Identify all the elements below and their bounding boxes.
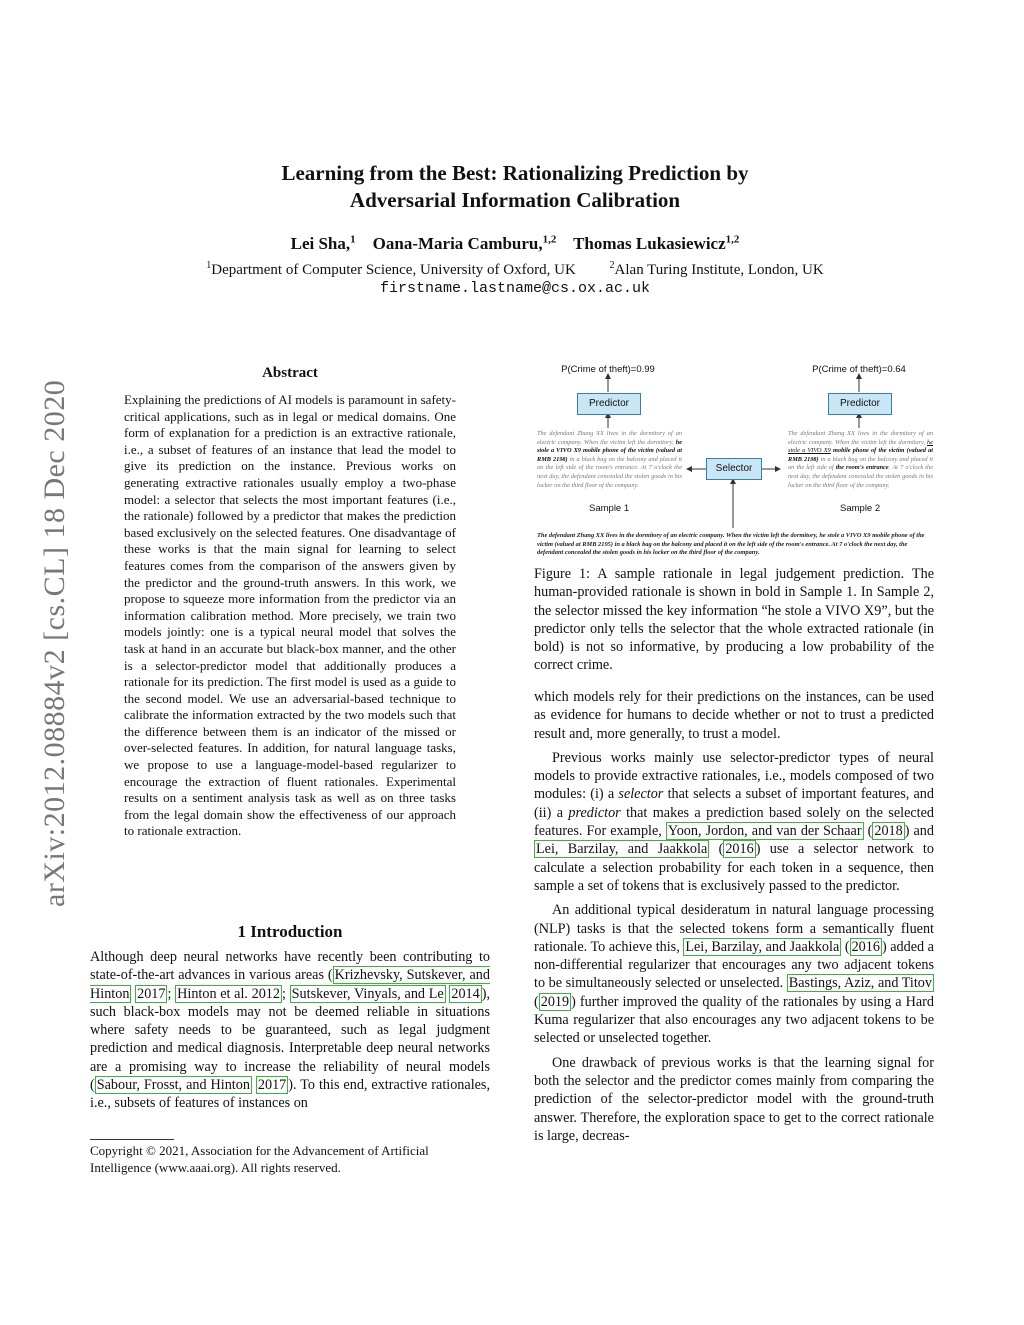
author-email: firstname.lastname@cs.ox.ac.uk bbox=[379, 280, 651, 297]
predictor-box-1: Predictor bbox=[577, 393, 641, 415]
figure-1 bbox=[534, 360, 934, 560]
footnote-rule bbox=[90, 1139, 174, 1140]
author-2: Oana-Maria Camburu,$^{1,2}$ bbox=[372, 233, 557, 253]
author-1: Lei Sha,$^1$ bbox=[290, 233, 356, 253]
paragraph-2: Previous works mainly use selector-predictor types of neural models to provide extractive rationales, i.e., models composed of two modules: (i) a selector that selects a subset of important features, and (ii) a predictor that makes a prediction based solely on the selected features. For example, Yoon, Jordon, and van der Schaar ( 2018 ) and Lei, Barzilay, and Jaakkola ( 2016 ) use a selector network to calculate a selection probability for each token in a sequence, then sample a set of tokens that is exclusively passed to the predictor. bbox=[534, 749, 934, 894]
predictor-box-2: Predictor bbox=[828, 393, 892, 415]
citation-link[interactable]: Bastings, Aziz, and Titov bbox=[788, 975, 932, 992]
copyright-footnote: Copyright © 2021, Association for the Advancement of Artificial Intelligence (www.aaai.org). All rights reserved. bbox=[90, 1143, 429, 1175]
sample-2-label: Sample 2 bbox=[840, 503, 881, 514]
citation-year-link[interactable]: 2016 bbox=[725, 841, 754, 858]
figure-input-text: The defendant Zhang XX lives in the dormitory of an electric company. When the victim left the dormitory, he stole a VIVO X9 mobile phone of the victim (valued at RMB 2195) in a black bag on the balcony and placed it on the left side of the room's entrance. At 7 o'clock the next day, the defendant concealed the stolen goods in his locker on the third floor of the company. bbox=[537, 532, 925, 557]
affiliation-2: $^2$Alan Turing Institute, London, UK bbox=[609, 260, 824, 278]
affiliation-1: $^1$Department of Computer Science, University of Oxford, UK bbox=[206, 260, 576, 278]
citation-link[interactable]: Krizhevsky, Sutskever, and Hinton bbox=[90, 967, 490, 1002]
paragraph-3: An additional typical desideratum in natural language processing (NLP) tasks is that the selected tokens form a semantically fluent rationale. To achieve this, Lei, Barzilay, and Jaakkola ( 2016 ) added a non-differential regularizer that encourages any two adjacent tokens to be simultaneously selected or unselected. Bastings, Aziz, and Titov ( 2019 ) further improved the quality of the rationales by using a Hard Kuma regularizer that also encourages any two adjacent tokens to be selected or unselected together. bbox=[534, 902, 934, 1047]
citation-year-link[interactable]: 2014 bbox=[451, 985, 480, 1002]
citation-link[interactable]: Yoon, Jordon, and van der Schaar bbox=[667, 823, 862, 840]
citation-year-link[interactable]: 2018 bbox=[874, 823, 903, 840]
introduction-paragraph: Although deep neural networks have recently been contributing to state-of-the-art advances in various areas ( Krizhevsky, Sutskever, and Hinton 2017 ; Hinton et al. 2012 ; Sutskever, Vinyals, and Le 2014 ), such black-box models may not be deemed reliable in situations where safety needs to be guaranteed, such as legal judgment prediction and medical diagnosis. Interpretable deep neural networks are a promising way to increase the reliability of neural models ( Sabour, Frosst, and Hinton 2017 ). To this end, extractive rationales, i.e., subsets of features of instances on bbox=[90, 949, 491, 1112]
citation-link[interactable]: Lei, Barzilay, and Jaakkola bbox=[685, 938, 840, 955]
citation-link[interactable]: Sabour, Frosst, and Hinton bbox=[96, 1077, 250, 1094]
sample-1-text: The defendant Zhang XX lives in the dormitory of an electric company. When the victim left the dormitory, he stole a VIVO X9 mobile phone of the victim (valued at RMB 2198) in a black bag on the balcony and placed it on the left side of the room's entrance. At 7 o'clock the next day, the defendant concealed the stolen goods in his locker on the third floor of the company. bbox=[537, 430, 682, 489]
citation-year-link[interactable]: 2019 bbox=[540, 993, 570, 1010]
probability-label-sample-2: P(Crime of theft)=0.64 bbox=[812, 364, 906, 375]
figure-caption: Figure 1: A sample rationale in legal judgement prediction. The human-provided rationale is shown in bold in Sample 1. In Sample 2, the selector missed the key information “he stole a VIVO X9”, but the predictor only tells the selector that the whole extracted rationale (in bold) is not so informative, by producing a low probability of the correct crime. bbox=[534, 566, 934, 674]
citation-link[interactable]: Sutskever, Vinyals, and Le bbox=[291, 985, 444, 1002]
paper-title bbox=[150, 160, 880, 214]
title-line-1: Learning from the Best: Rationalizing Prediction by bbox=[281, 161, 749, 185]
probability-label-sample-1: P(Crime of theft)=0.99 bbox=[561, 364, 655, 375]
affiliations bbox=[150, 260, 880, 279]
citation-link[interactable]: Lei, Barzilay, and Jaakkola bbox=[536, 841, 708, 858]
paragraph-1: which models rely for their predictions on the instances, can be used as evidence for humans to decide whether or not to trust a predicted result and, more generally, to trust a model. bbox=[534, 689, 934, 742]
sample-1-label: Sample 1 bbox=[589, 503, 630, 514]
paragraph-4: One drawback of previous works is that the learning signal for both the selector and the predictor comes mainly from comparing the prediction of the selector-predictor model with the ground-truth answer. Therefore, the exploration space to get to the correct rationale is large, decreas- bbox=[534, 1054, 934, 1144]
sample-2-text: The defendant Zhang XX lives in the dormitory of an electric company. When the victim left the dormitory, he stole a VIVO X9 mobile phone of the victim (valued at RMB 2198) in a black bag on the balcony and placed it on the left side of the room's entrance. At 7 o'clock the next day, the defendant concealed the stolen goods in his locker on the third floor of the company. bbox=[788, 430, 933, 489]
arxiv-identifier: arXiv:2012.08884v2 [cs.CL] 18 Dec 2020 bbox=[38, 379, 71, 907]
citation-year-link[interactable]: 2016 bbox=[851, 938, 880, 955]
abstract-heading: Abstract bbox=[262, 365, 318, 381]
citation-year-link[interactable]: 2017 bbox=[137, 985, 166, 1002]
title-line-2: Adversarial Information Calibration bbox=[349, 188, 681, 212]
author-list bbox=[150, 233, 880, 254]
citation-link[interactable]: Hinton et al. 2012 bbox=[177, 985, 280, 1002]
citation-year-link[interactable]: 2017 bbox=[257, 1077, 287, 1094]
abstract-body: Explaining the predictions of AI models is paramount in safety-critical applications, such as in legal or medical domains. One form of explanation for a prediction is an extractive rationale, i.e., a subset of features of an instance that lead the model to give its prediction on the instance. Previous works on generating extractive rationales usually employ a two-phase model: a selector that selects the most important features (i.e., the rationale) followed by a predictor that makes the prediction based exclusively on the selected features. One disadvantage of these works is that the main signal for learning to select features comes from the comparison of the answers given by the predictor and the ground-truth answers. In this work, we propose to squeeze more information from the predictor via an information calibration method. More precisely, we train two models jointly: one is a typical neural model that solves the task at hand in an accurate but black-box manner, and the other is a selector-predictor model that additionally produces a rationale for its prediction. The first model is used as a guide to the second model. We use an adversarial-based technique to calibrate the information extracted by the two models such that the difference between them is an indicator of the missed or over-selected features. In addition, for natural language tasks, we propose to use a language-model-based regularizer to encourage the extraction of fluent rationales. Experimental results on a sentiment analysis task as well as on three tasks from the legal domain show the effectiveness of our approach to rationale extraction. bbox=[124, 392, 456, 839]
right-column-body bbox=[534, 688, 934, 1151]
author-3: Thomas Lukasiewicz$^{1,2}$ bbox=[573, 233, 740, 253]
selector-box: Selector bbox=[706, 458, 762, 480]
section-heading-introduction: 1 Introduction bbox=[237, 922, 343, 941]
